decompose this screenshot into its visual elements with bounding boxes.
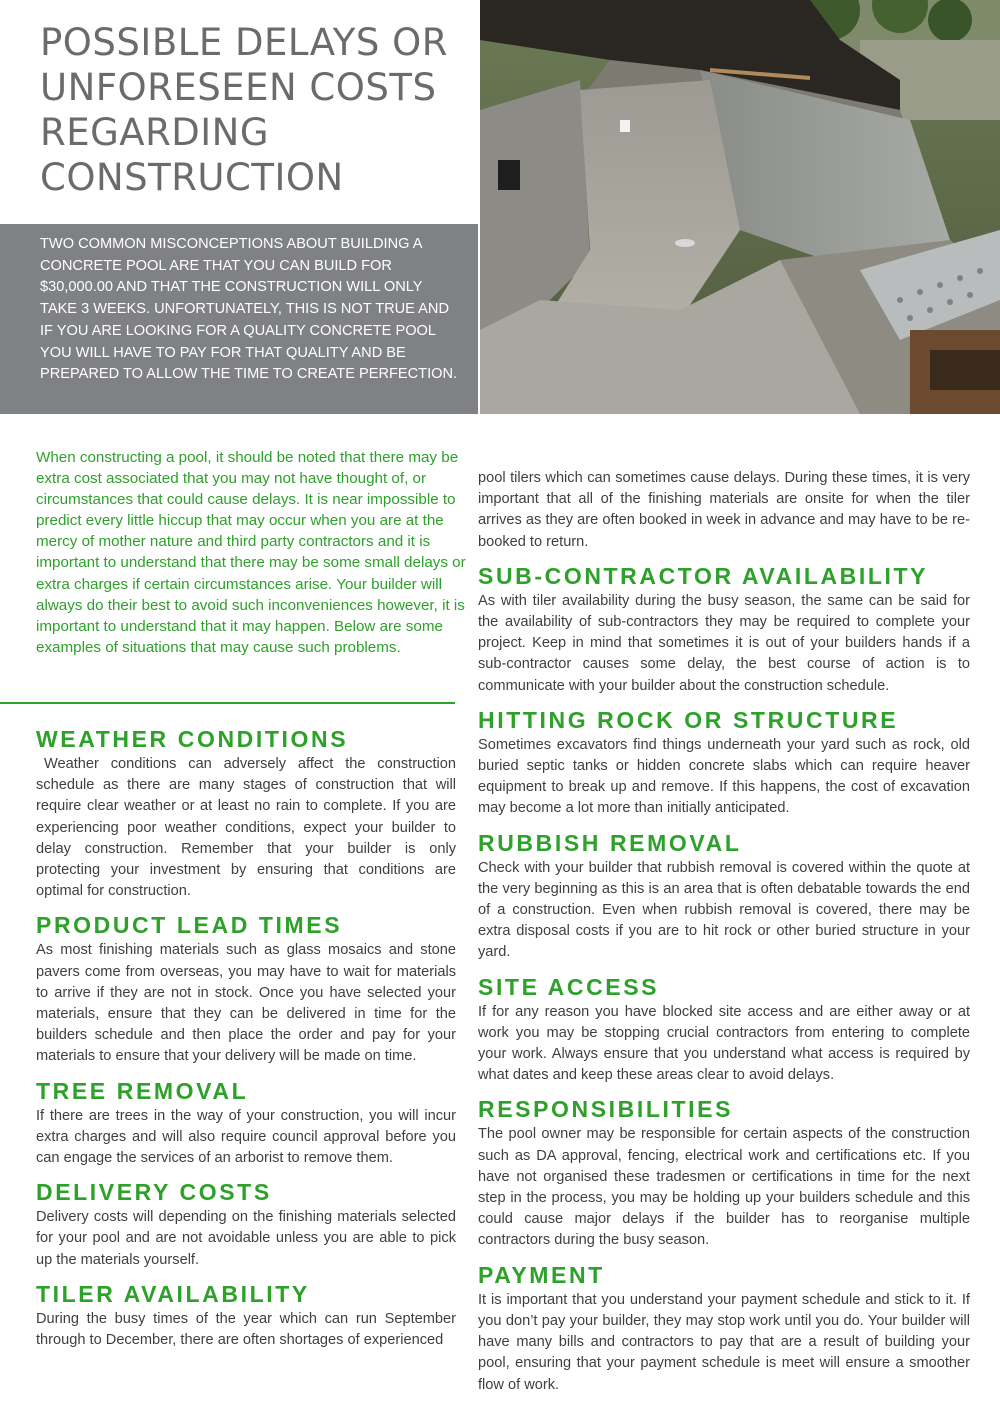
heading-delivery-costs: DELIVERY COSTS bbox=[36, 1179, 272, 1206]
heading-sub-contractor-availability: SUB-CONTRACTOR AVAILABILITY bbox=[478, 562, 929, 589]
body-tiler-availability: During the busy times of the year which can run September through to December, there are often shortages of experienced bbox=[36, 1310, 456, 1349]
section-divider bbox=[0, 702, 455, 704]
left-column bbox=[36, 724, 456, 1359]
heading-tree-removal: TREE REMOVAL bbox=[36, 1077, 249, 1104]
body-site-access: If for any reason you have blocked site access and are either away or at work you may be stopping crucial contractors from entering to complete your work. Always ensure that you understand what access is required by what dates and keep these areas clear to avoid delays. bbox=[478, 1003, 970, 1084]
body-rubbish-removal: Check with your builder that rubbish removal is covered within the quote at the very beginning as this is an area that is often debatable towards the end of a construction. Even when rubbish removal is covered, there may be extra disposal costs if you are to hit rock or other buried structure in your yard. bbox=[478, 859, 970, 961]
heading-hitting-rock: HITTING ROCK OR STRUCTURE bbox=[478, 706, 899, 733]
body-sub-contractor-availability: As with tiler availability during the busy season, the same can be said for the availability of sub-contractors they may be required to complete your project. Keep in mind that sometimes it is out of your builders hands if a sub-contractor causes some delay, the best course of action is to communicate with your builder about the construction schedule. bbox=[478, 592, 970, 694]
heading-responsibilities: RESPONSIBILITIES bbox=[478, 1096, 734, 1123]
pool-construction-photo bbox=[480, 0, 1000, 414]
body-delivery-costs: Delivery costs will depending on the finishing materials selected for your pool and are not avoidable unless you are able to pick up the materials yourself. bbox=[36, 1209, 456, 1268]
heading-payment: PAYMENT bbox=[478, 1261, 605, 1288]
body-hitting-rock: Sometimes excavators find things underneath your yard such as rock, old buried septic tanks or hidden concrete slabs which can require heaver equipment to break up and remove. If this happens, the cost of excavation may become a lot more than initially anticipated. bbox=[478, 736, 970, 817]
lead-paragraph: When constructing a pool, it should be noted that there may be extra cost associated that you may not have thought of, or circumstances that could cause delays. It is near impossible to predict every little hiccup that may occur when you are at the mercy of mother nature and third party contractors and it is important to understand that there may be some small delays or extra charges if certain circumstances arise. Your builder will always do their best to avoid such inconveniences however, it is important to understand that it may happen. Below are some examples of situations that may cause such problems. bbox=[36, 449, 466, 656]
page-title: POSSIBLE DELAYS OR UNFORESEEN COSTS REGARDING CONSTRUCTION bbox=[40, 21, 448, 199]
body-weather-conditions: Weather conditions can adversely affect the construction schedule as there are many stages of construction that will require clear weather or at least no rain to complete. If you are experiencing poor weather conditions, expect your builder to delay construction. Remember that your builder is only protecting your investment by ensuring that conditions are optimal for construction. bbox=[36, 756, 456, 900]
heading-product-lead-times: PRODUCT LEAD TIMES bbox=[36, 912, 343, 939]
intro-text: TWO COMMON MISCONCEPTIONS ABOUT BUILDING A CONCRETE POOL ARE THAT YOU CAN BUILD FOR $30,000.00 AND THAT THE CONSTRUCTION WILL ONLY TAKE 3 WEEKS. UNFORTUNATELY, THIS IS NOT TRUE AND IF YOU ARE LOOKING FOR A QUALITY CONCRETE POOL YOU WILL HAVE TO PAY FOR THAT QUALITY AND BE PREPARED TO ALLOW THE TIME TO CREATE PERFECTION. bbox=[40, 236, 458, 383]
heading-tiler-availability: TILER AVAILABILITY bbox=[36, 1280, 310, 1307]
body-tiler-availability-continued: pool tilers which can sometimes cause delays. During these times, it is very important that all of the finishing materials are onsite for when the tiler arrives as they are often booked in week in advance and may have to be re-booked to return. bbox=[478, 470, 970, 550]
body-responsibilities: The pool owner may be responsible for certain aspects of the construction such as DA approval, fencing, electrical work and certifications etc. If you have not organised these tradesmen or certifications in time for the next step in the process, you may be holding up your builders schedule and this could cause major delays if the builder has to reorganise multiple contractors during the busy season. bbox=[478, 1126, 970, 1249]
heading-rubbish-removal: RUBBISH REMOVAL bbox=[478, 829, 742, 856]
body-product-lead-times: As most finishing materials such as glass mosaics and stone pavers come from overseas, you may have to wait for materials to arrive if they are not in stock. Once you have selected your materials, ensure that they can be delivered in time for the builders schedule and then place the order and pay for your materials to ensure that your delivery will be made on time. bbox=[36, 942, 456, 1065]
right-column bbox=[478, 468, 970, 1404]
heading-site-access: SITE ACCESS bbox=[478, 973, 660, 1000]
heading-weather-conditions: WEATHER CONDITIONS bbox=[36, 726, 349, 752]
body-tree-removal: If there are trees in the way of your construction, you will incur extra charges and will also require council approval before you can engage the services of an arborist to remove them. bbox=[36, 1107, 456, 1167]
body-payment: It is important that you understand your payment schedule and stick to it. If you don’t pay your builder, they may stop work until you do. Your builder will have many bills and contractors to pay that are a result of building your pool, ensuring that your payment schedule is meet will ensure a smoother flow of work. bbox=[478, 1291, 970, 1393]
